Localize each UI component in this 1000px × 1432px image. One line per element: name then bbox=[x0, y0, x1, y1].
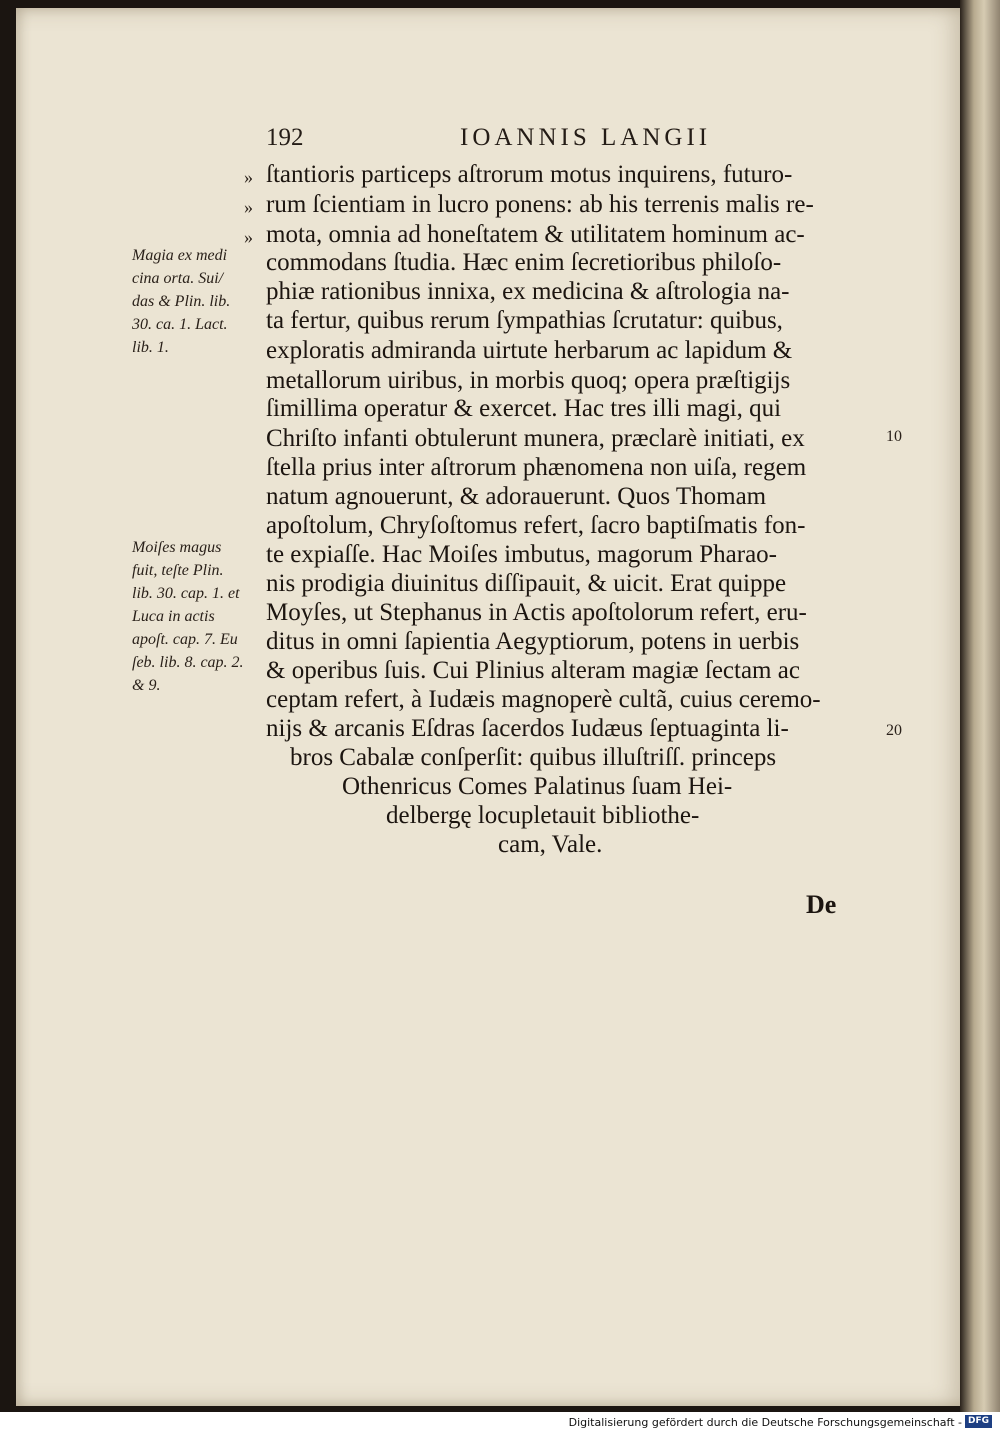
text-line: phiæ rationibus innixa, ex medicina & aſtrologia na- bbox=[266, 278, 790, 305]
line-number: 10 bbox=[886, 428, 902, 445]
text-line: rum ſcientiam in lucro ponens: ab his terrenis malis re- bbox=[266, 191, 814, 218]
text-line: commodans ſtudia. Hæc enim ſecretioribus philoſo- bbox=[266, 249, 782, 276]
quote-mark: » bbox=[244, 227, 253, 247]
margin-note-line: apoſt. cap. 7. Eu bbox=[132, 631, 238, 648]
margin-note-moises bbox=[132, 536, 260, 697]
margin-note-line: Luca in actis bbox=[132, 608, 215, 625]
text-line: ceptam refert, à Iudæis magnoperè cultã, cuius ceremo- bbox=[266, 686, 821, 713]
margin-note-line: das & Plin. lib. bbox=[132, 293, 231, 310]
line-number: 20 bbox=[886, 722, 902, 739]
margin-note-line: & 9. bbox=[132, 677, 161, 694]
text-line: delbergę locupletauit bibliothe- bbox=[386, 802, 700, 829]
page-number: 192 bbox=[266, 124, 304, 151]
margin-note-magia bbox=[132, 244, 260, 359]
text-line: ſtella prius inter aſtrorum phænomena non uiſa, regem bbox=[266, 454, 807, 481]
text-line: Othenricus Comes Palatinus ſuam Hei- bbox=[342, 773, 733, 800]
text-line: cam, Vale. bbox=[498, 831, 603, 858]
margin-note-line: ſeb. lib. 8. cap. 2. bbox=[132, 654, 244, 671]
text-line: ta fertur, quibus rerum ſympathias ſcrutatur: quibus, bbox=[266, 307, 783, 334]
margin-note-line: lib. 1. bbox=[132, 339, 169, 356]
text-line: mota, omnia ad honeſtatem & utilitatem hominum ac- bbox=[266, 221, 805, 248]
text-line: te expiaſſe. Hac Moiſes imbutus, magorum Pharao- bbox=[266, 541, 777, 568]
footer-credit: Digitalisierung gefördert durch die Deutsche Forschungsgemeinschaft - bbox=[568, 1416, 962, 1429]
text-line: & operibus ſuis. Cui Plinius alteram magiæ ſectam ac bbox=[266, 657, 800, 684]
text-line: Moyſes, ut Stephanus in Actis apoſtolorum refert, eru- bbox=[266, 599, 807, 626]
dfg-logo: DFG bbox=[965, 1415, 992, 1428]
text-line: natum agnouerunt, & adorauerunt. Quos Thomam bbox=[266, 483, 767, 510]
text-line: nis prodigia diuinitus diſſipauit, & uicit. Erat quippe bbox=[266, 570, 787, 597]
text-line: bros Cabalæ conſperſit: quibus illuſtriſſ. princeps bbox=[290, 744, 777, 771]
text-line: metallorum uiribus, in morbis quoq; opera præſtigijs bbox=[266, 367, 791, 394]
margin-note-line: lib. 30. cap. 1. et bbox=[132, 585, 240, 602]
quote-mark: » bbox=[244, 167, 253, 187]
margin-note-line: fuit, teſte Plin. bbox=[132, 562, 224, 579]
margin-note-line: Magia ex medi bbox=[132, 247, 228, 264]
text-line: ditus in omni ſapientia Aegyptiorum, potens in uerbis bbox=[266, 628, 800, 655]
text-line: exploratis admiranda uirtute herbarum ac lapidum & bbox=[266, 337, 793, 364]
page-edge bbox=[960, 0, 1000, 1412]
margin-note-line: Moiſes magus bbox=[132, 539, 222, 556]
text-line: ſtantioris particeps aſtrorum motus inquirens, futuro- bbox=[266, 161, 793, 188]
running-title: IOANNIS LANGII bbox=[460, 124, 712, 151]
text-line: ſimillima operatur & exercet. Hac tres illi magi, qui bbox=[266, 395, 782, 422]
text-line: apoſtolum, Chryſoſtomus refert, ſacro baptiſmatis fon- bbox=[266, 512, 806, 539]
quote-mark: » bbox=[244, 197, 253, 217]
catchword: De bbox=[806, 890, 837, 919]
margin-note-line: cina orta. Sui/ bbox=[132, 270, 224, 287]
footer-bar bbox=[0, 1412, 1000, 1432]
text-line: Chriſto infanti obtulerunt munera, præclarè initiati, ex bbox=[266, 425, 805, 452]
margin-note-line: 30. ca. 1. Lact. bbox=[132, 316, 228, 333]
text-line: nijs & arcanis Eſdras ſacerdos Iudæus ſeptuaginta li- bbox=[266, 715, 789, 742]
